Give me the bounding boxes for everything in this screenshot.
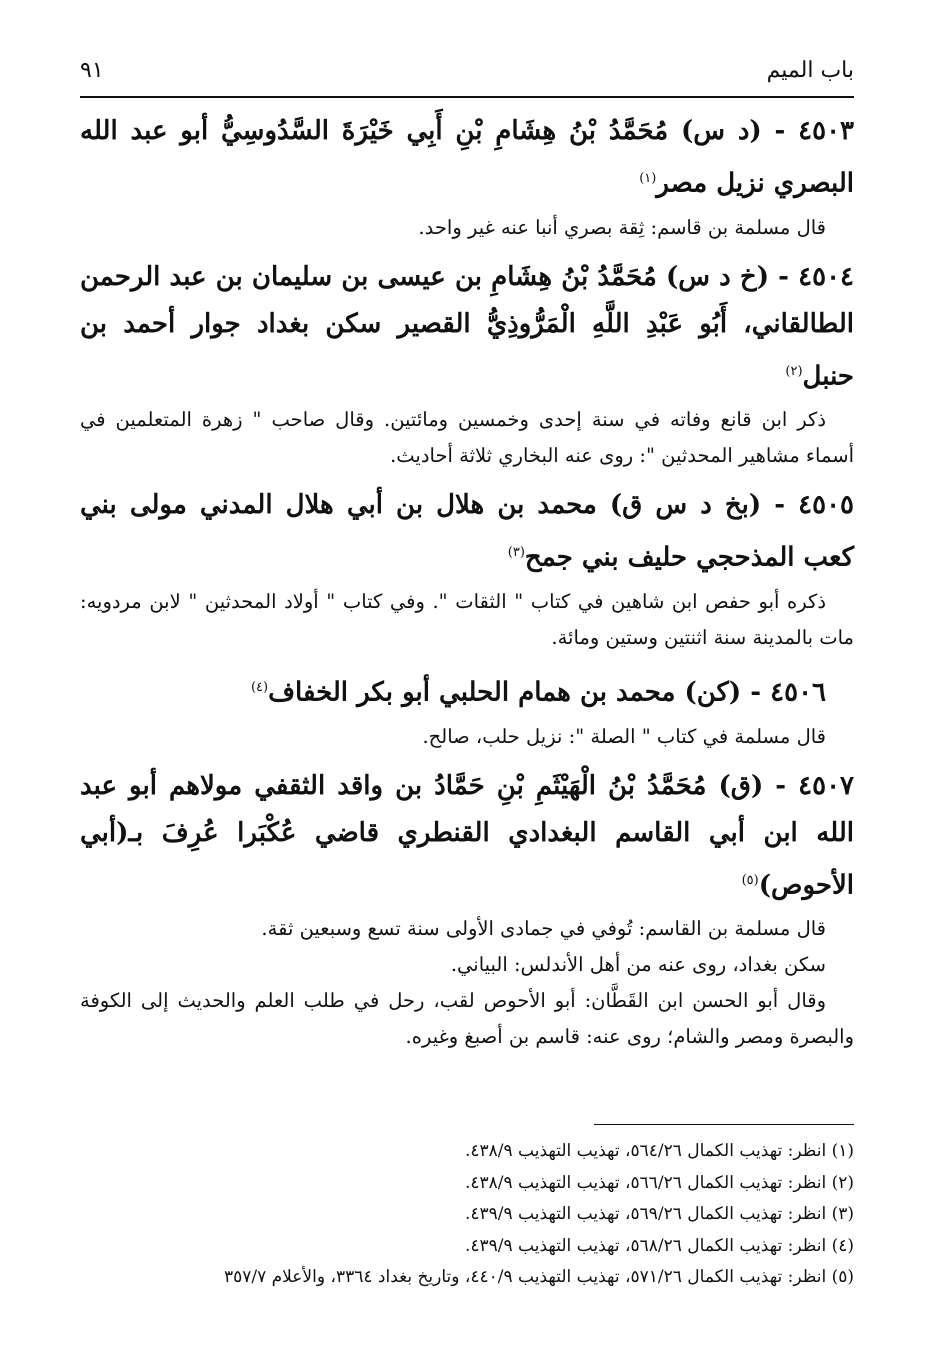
entry-heading	[80, 108, 854, 208]
header-divider	[80, 96, 854, 98]
entry-note: قال مسلمة بن قاسم: ثِقة بصري أنبا عنه غير واحد.	[418, 215, 826, 239]
footnote-ref: (١)	[639, 171, 657, 186]
entry-note: سكن بغداد، روى عنه من أهل الأندلس: البياني.	[450, 953, 826, 977]
entry-heading	[80, 664, 854, 717]
entry-title: ٤٥٠٦ - (كن) محمد بن همام الحلبي أبو بكر الخفاف	[268, 677, 826, 708]
entry-note: وقال أبو الحسن ابن القَطَّان: أبو الأحوص لقب، رحل في طلب العلم والحديث إلى الكوفة والبصرة ومصر والشام؛ روى عنه: قاسم بن أصبغ وغيره.	[80, 989, 854, 1049]
entry-heading	[80, 763, 854, 910]
entry-heading	[80, 254, 854, 401]
footnotes	[80, 1136, 854, 1294]
entry-note: ذكره أبو حفص ابن شاهين في كتاب " الثقات ". وفي كتاب " أولاد المحدثين " لابن مردويه: مات بالمدينة سنة اثنتين وستين ومائة.	[80, 589, 854, 649]
entry-title: ٤٥٠٧ - (ق) مُحَمَّدُ بْنُ الْهَيْثَمِ بْنِ حَمَّادُ بن واقد الثقفي مولاهم أبو عبد الله ابن أبي القاسم البغدادي القنطري قاضي عُكْبَرا عُرِفَ بـ(أبي الأحوص)	[80, 770, 854, 901]
entry-title: ٤٥٠٣ - (د س) مُحَمَّدُ بْنُ هِشَامِ بْنِ أَبِي خَيْرَةَ السَّدُوسِيُّ أبو عبد الله البصري نزيل مصر	[80, 116, 854, 199]
footnote: (٤) انظر: تهذيب الكمال ٥٦٨/٢٦، تهذيب التهذيب ٤٣٩/٩.	[464, 1235, 854, 1256]
chapter-title: باب الميم	[766, 58, 854, 83]
page-number: ٩١	[80, 58, 104, 83]
footnote: (٥) انظر: تهذيب الكمال ٥٧١/٢٦، تهذيب التهذيب ٤٤٠/٩، وتاريخ بغداد ٣٣٦٤، والأعلام ٣٥٧/٧	[223, 1267, 854, 1287]
entry-title: ٤٥٠٤ - (خ د س) مُحَمَّدُ بْنُ هِشَامِ بن عيسى بن سليمان بن عبد الرحمن الطالقاني، أَبُو عَبْدِ اللَّهِ الْمَرُّوذِيُّ القصير سكن بغداد جوار أحمد بن حنبل	[80, 261, 854, 392]
footnote: (١) انظر: تهذيب الكمال ٥٦٤/٢٦، تهذيب التهذيب ٤٣٨/٩.	[464, 1141, 854, 1161]
entry-title: ٤٥٠٥ - (بخ د س ق) محمد بن هلال بن أبي هلال المدني مولى بني كعب المذحجي حليف بني جمح	[80, 490, 854, 573]
entry-heading	[80, 482, 854, 582]
footnote-divider	[594, 1124, 854, 1125]
entry-note: قال مسلمة بن القاسم: تُوفي في جمادى الأولى سنة تسع وسبعين ثقة.	[261, 917, 826, 941]
footnote-ref: (٣)	[507, 545, 525, 561]
footnote: (٢) انظر: تهذيب الكمال ٥٦٦/٢٦، تهذيب التهذيب ٤٣٨/٩.	[464, 1172, 854, 1193]
footnote-ref: (٤)	[250, 679, 269, 695]
footnote-ref: (٢)	[785, 363, 803, 379]
footnote: (٣) انظر: تهذيب الكمال ٥٦٩/٢٦، تهذيب التهذيب ٤٣٩/٩.	[464, 1204, 854, 1224]
entry-note: ذكر ابن قانع وفاته في سنة إحدى وخمسين ومائتين. وقال صاحب " زهرة المتعلمين في أسماء مشاهير المحدثين ": روى عنه البخاري ثلاثة أحاديث.	[80, 408, 854, 468]
main-text	[80, 108, 854, 1055]
footnote-ref: (٥)	[741, 872, 759, 888]
entry-note: قال مسلمة في كتاب " الصلة ": نزيل حلب، صالح.	[422, 724, 826, 748]
